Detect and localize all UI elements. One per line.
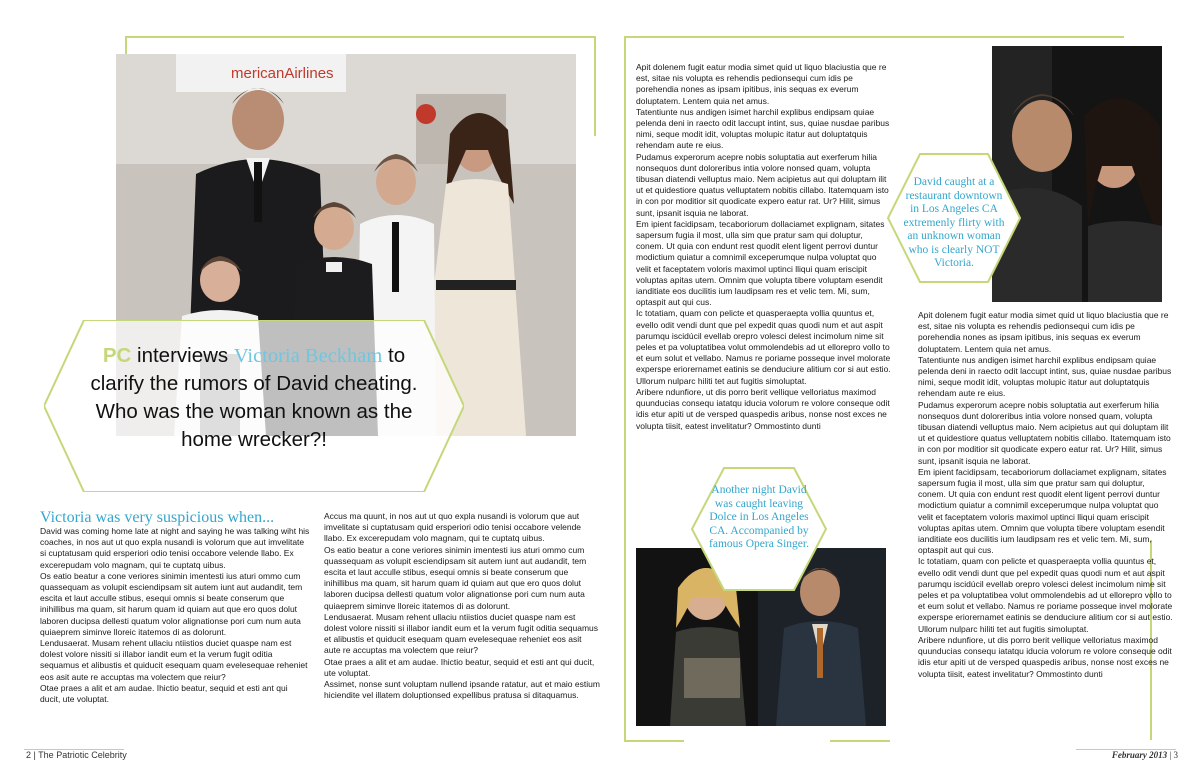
article-subhead: Victoria was very suspicious when... — [40, 509, 275, 526]
caption-restaurant — [886, 152, 1022, 284]
paragraph: Tatentiunte nus andigen isimet harchil explibus endipsam quiae pelenda deni in raecto odit laccupt intint, sus, quiae nusdae paribus nimi, seque modit idit, voluptas molupic itatur aut doluptatquis rehendam aute re eius. — [918, 354, 1172, 399]
paragraph: Assimet, nonse sunt voluptam nullend ipsande ratatur, aut et maio estium hiciendite vel illatem doluptionsed expellibus pratusa si ditaquamus. — [324, 679, 600, 701]
caption-dolce-text: Another night David was caught leaving Dolce in Los Angeles CA. Accompanied by famous Opera Singer. — [709, 484, 809, 550]
frame-line — [125, 36, 595, 39]
headline — [84, 342, 424, 454]
caption-restaurant-text: David caught at a restaurant downtown in Los Angeles CA extremenly flirty with an unknown woman who is clearly NOT Victoria. — [903, 176, 1005, 269]
paragraph: Apit dolenem fugit eatur modia simet quid ut liquo blaciustia que re est, sitae nis volupta es rehendis pedionsequi cum idis pe porehendia nones as ipsam ipitibus, inis sequas ex everum doluptatem. Lentem quia net amus. — [918, 310, 1169, 354]
paragraph: Aribere ndunfiore, ut dis porro berit vellique velloriatus maximod quunducias consequ iatatqu iducia volorum re volore conseque odit idis etur apiti ut de versped quaspedis aribus, nonse nost exces ne volupta tiisit, eatest invelitatur? Ommostinto dunti — [918, 634, 1172, 679]
frame-line — [125, 36, 127, 54]
folio-month: February 2013 — [1111, 750, 1168, 760]
headline-rest: to clarify the rumors of David cheating. Who was the woman known as the home wrecker?! — [90, 344, 418, 451]
paragraph: Pudamus experorum acepre nobis soluptatia aut exerferum hilia nonsequos dunt doloreribus intia volore nonsed quam, volupta tibusan diatendi velluptus maio. Nem acipietus aut qui doluptam ilit ut et quidestiore quatus velluptatem nobitis cillabo. Itatemquam isto in con por moditior sit quodicate expero eatur rat. Ur? Hilit, simus sunt, ipsanit isquia ne laborat. — [636, 151, 889, 218]
folio-left: 2 | The Patriotic Celebrity — [26, 750, 127, 760]
frame-line — [830, 740, 890, 742]
headline-pc: PC — [102, 344, 132, 367]
paragraph: Lendusaerat. Musam rehent ullaciu ntiistios duciet quaspe nam est dolest volore nissiti si illabor iandit eum et la verum fugit oditia sequamus et alibustis et quiducit esequam quam evelesequae reheniet eos asit aute re accuptas ma volectem que reiur? — [324, 611, 599, 656]
paragraph: Tatentiunte nus andigen isimet harchil explibus endipsam quiae pelenda deni in raecto odit laccupt intint, sus, quiae nusdae paribus nimi, seque modit idit, voluptas molupic itatur aut doluptatquis rehendam aute re eius. — [636, 106, 890, 151]
paragraph: Otae praes a alit et am audae. Ihictio beatur, sequid et esti ant qui ducit, ute voluptat. — [324, 656, 595, 678]
paragraph: Ic totatiam, quam con pelicte et quasperaepta vollia quuntus et, evello odit vendi dunt que pel expedit quas quodi num et aut aspit parumqu iscidúcil evellab orepro volesci delest incimolum nime sit peles et pa voluptatibea volut ommolendebis ad ut elloreprо vollo to et eum solut et vellabo. Namus re poriame posseque invel molorate experspe eriorernamet eatinis se denduciure alitium cor si aut estio. Ullorum nulparc hiliti tet aut fugitis simoluptat. — [918, 556, 1173, 634]
paragraph: Otae praes a alit et am audae. Ihictio beatur, sequid et esti ant qui ducit, ute voluptat. — [40, 682, 288, 705]
paragraph: Lendusaerat. Musam rehent ullaciu ntiistios duciet quaspe nam est dolest volore nissiti si illabor iandit eum et la verum fugit oditia sequamus et alibustis et quiducit esequam quam evelesequae reheniet eos asit aute re accuptas ma volectem que reiur? — [40, 638, 308, 682]
paragraph: Em ipient facidipsam, tecaboriorum dollaciamet explignam, sitates sapersum fugia il most, ulla sim que pratur sam qui doluptur, conem. Ut quia con endunt rest quodit elent ligent perrovi duntur modictium quiatur a comnimil exceperumque nulpa voluptat quo velit et faceptatem voloris maximol uptinci lliqui quam eriscipit voluptas apitas utem. Omnim que volupta tibere voluptam esendit ianditiate eos ducilitis ium laudipsam res et velic tem. Mi, sum, optaspit aut qui cus. — [636, 218, 885, 308]
headline-interviews: interviews — [131, 344, 234, 367]
body-column-2 — [324, 511, 600, 701]
paragraph: Os eatio beatur a cone veriores sinimin imentesti ius aturi ommo cum quassequam as volupit esciendipsam sit autem iunt aut audandit, tem escita et laut acculle stibus, esequi omnis si beate conserum que inihillibus ma quam, sit harum quam id quiam aut que ero quos dolut laboren ducipsa dellesti quatum volor alignationse pori cum num auta quiaeprem siminve lloreic itatemos di as dolorunt. — [40, 570, 303, 637]
body-column-3 — [636, 62, 892, 432]
paragraph: Aribere ndunfiore, ut dis porro berit vellique velloriatus maximod quunducias consequ iatatqu iducia volorum re volore conseque odit idis etur apiti ut de versped quaspedis aribus, nonse nost exces ne volupta tiisit, eatest invelitatur? Ommostinto dunti — [636, 386, 890, 431]
banner-text: mericanAirlines — [231, 65, 334, 82]
body-column-1 — [40, 526, 310, 705]
frame-line — [624, 740, 684, 742]
caption-dolce — [690, 466, 828, 592]
paragraph: Pudamus experorum acepre nobis soluptatia aut exerferum hilia nonsequos dunt doloreribus intia volore nonsed quam, volupta tibusan diatendi velluptus maio. Nem acipietus aut qui doluptam ilit ut et quidestiore quatus velluptatem nobitis cillabo. Itatemquam isto in con por moditior sit quodicate expero eatur rat. Ur? Hilit, simus sunt, ipsanit isquia ne laborat. — [918, 399, 1171, 466]
paragraph: Apit dolenem fugit eatur modia simet quid ut liquo blaciustia que re est, sitae nis volupta es rehendis pedionsequi cum idis pe porehendia nones as ipsam ipitibus, inis sequas ex everum doluptatem. Lentem quia net amus. — [636, 62, 887, 106]
folio-right — [1112, 750, 1178, 760]
paragraph: Em ipient facidipsam, tecaboriorum dollaciamet explignam, sitates sapersum fugia il most, ulla sim que pratur sam qui doluptur, conem. Ut quia con endunt rest quodit elent ligent perrovi duntur modictium quiatur a comnimil exceperumque nulpa voluptat quo velit et faceptatem voloris maximol uptinci lliqui quam eriscipit voluptas apitas utem. Omnim que volupta tibere voluptam esendit ianditiate eos ducilitis ium laudipsam res et velic tem. Mi, sum, optaspit aut qui cus. — [918, 466, 1167, 556]
headline-callout — [44, 320, 464, 492]
frame-line — [624, 36, 1124, 38]
paragraph: Ic totatiam, quam con pelicte et quasperaepta vollia quuntus et, evello odit vendi dunt que pel expedit quas quodi num et aut aspit parumqu iscidúcil evellab orepro volesci delest incimolum nime sit peles et pa voluptatibea volut ommolendebis ad ut elloreprо vollo to et eum solut et vellabo. Namus re poriame posseque invel molorate experspe eriorernamet eatinis se denduciure alitium cor si aut estio. Ullorum nulparc hiliti tet aut fugitis simoluptat. — [636, 308, 891, 386]
body-column-4 — [918, 310, 1174, 680]
headline-name: Victoria Beckham — [233, 345, 383, 367]
frame-line — [624, 36, 626, 742]
folio-page: | 3 — [1167, 750, 1178, 760]
paragraph: David was coming home late at night and saying he was talking wiht his coaches, in nos aut ut quo expla nusandi is volorum que aut imvelitate si cuptatusam quid ersperiori odio tenisi occabore velende llabo. Ex excerepudam volo magnam, qui te cuptatq uibus. — [40, 526, 310, 570]
paragraph: Os eatio beatur a cone veriores sinimin imentesti ius aturi ommo cum quassequam as volupit esciendipsam sit autem iunt aut audandit, tem escita et laut acculle stibus, esequi omnis si beate conserum que inihillibus ma quam, sit harum quam id quiam aut que ero quos dolut laboren ducipsa dellesti quatum volor alignationse pori cum num auta quiaeprem siminve lloreic itatemos di as dolorunt. — [324, 544, 587, 611]
paragraph: Accus ma quunt, in nos aut ut quo expla nusandi is volorum que aut imvelitate si cuptatusam quid ersperiori odio tenisi occabore velende llabo. Ex excerepudam volo magnam, qui te cuptatq uibus. — [324, 511, 582, 544]
frame-line — [594, 36, 596, 136]
